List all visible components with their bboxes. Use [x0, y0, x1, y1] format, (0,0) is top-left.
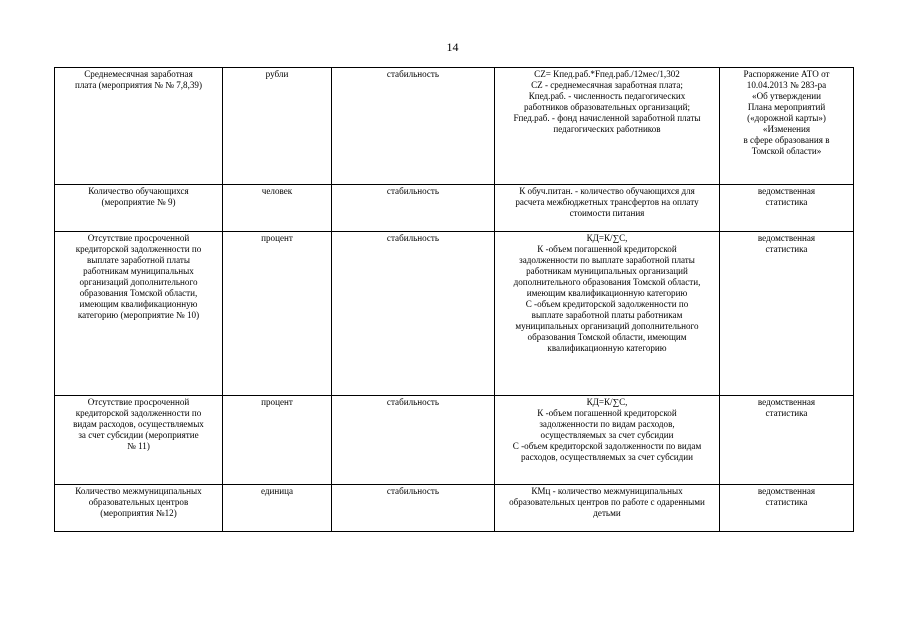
indicators-table [54, 67, 854, 532]
table-row [55, 396, 854, 485]
indicator-cell: Количество обучающихся (мероприятие № 9) [55, 185, 223, 232]
unit-cell: процент [223, 232, 332, 396]
trend-cell: стабильность [332, 185, 495, 232]
table-row [55, 68, 854, 185]
indicator-cell: Среднемесячная заработная плата (мероприятия № № 7,8,39) [55, 68, 223, 185]
indicator-cell: Количество межмуниципальных образовательных центров (мероприятия №12) [55, 485, 223, 532]
trend-cell: стабильность [332, 232, 495, 396]
unit-cell: единица [223, 485, 332, 532]
table-row [55, 232, 854, 396]
source-cell: ведомственная статистика [720, 396, 854, 485]
method-cell: КД=К/∑С, К -объем погашенной кредиторской задолженности по видам расходов, осуществляемых за счет субсидии С -объем кредиторской задолженности по видам расходов, осуществляемых за счет субсидии [495, 396, 720, 485]
table-row [55, 185, 854, 232]
method-cell: КМц - количество межмуниципальных образовательных центров по работе с одаренными детьми [495, 485, 720, 532]
page-number: 14 [446, 40, 459, 54]
indicator-cell: Отсутствие просроченной кредиторской задолженности по видам расходов, осуществляемых за счет субсидии (мероприятие № 11) [55, 396, 223, 485]
unit-cell: процент [223, 396, 332, 485]
method-cell: CZ= Кпед.раб.*Fпед.раб./12мес/1,302 CZ - среднемесячная заработная плата; Кпед.раб. - численность педагогических работников образовательных организаций; Fпед.раб. - фонд начисленной заработной платы педагогических работников [495, 68, 720, 185]
method-cell: К обуч.питан. - количество обучающихся для расчета межбюджетных трансфертов на оплату стоимости питания [495, 185, 720, 232]
trend-cell: стабильность [332, 485, 495, 532]
unit-cell: рубли [223, 68, 332, 185]
unit-cell: человек [223, 185, 332, 232]
source-cell: Распоряжение АТО от 10.04.2013 № 283-ра «Об утверждении Плана мероприятий («дорожной карты») «Изменения в сфере образования в Томской области» [720, 68, 854, 185]
trend-cell: стабильность [332, 396, 495, 485]
source-cell: ведомственная статистика [720, 232, 854, 396]
table-row [55, 485, 854, 532]
source-cell: ведомственная статистика [720, 185, 854, 232]
trend-cell: стабильность [332, 68, 495, 185]
method-cell: КД=К/∑С, К -объем погашенной кредиторской задолженности по выплате заработной платы работникам муниципальных организаций дополнительного образования Томской области, имеющим квалификационную категорию С -объем кредиторской задолженности по выплате заработной платы работникам муниципальных организаций дополнительного образования Томской области, имеющим квалификационную категорию [495, 232, 720, 396]
indicator-cell: Отсутствие просроченной кредиторской задолженности по выплате заработной платы работникам муниципальных организаций дополнительного образования Томской области, имеющим квалификационную категорию (мероприятие № 10) [55, 232, 223, 396]
source-cell: ведомственная статистика [720, 485, 854, 532]
